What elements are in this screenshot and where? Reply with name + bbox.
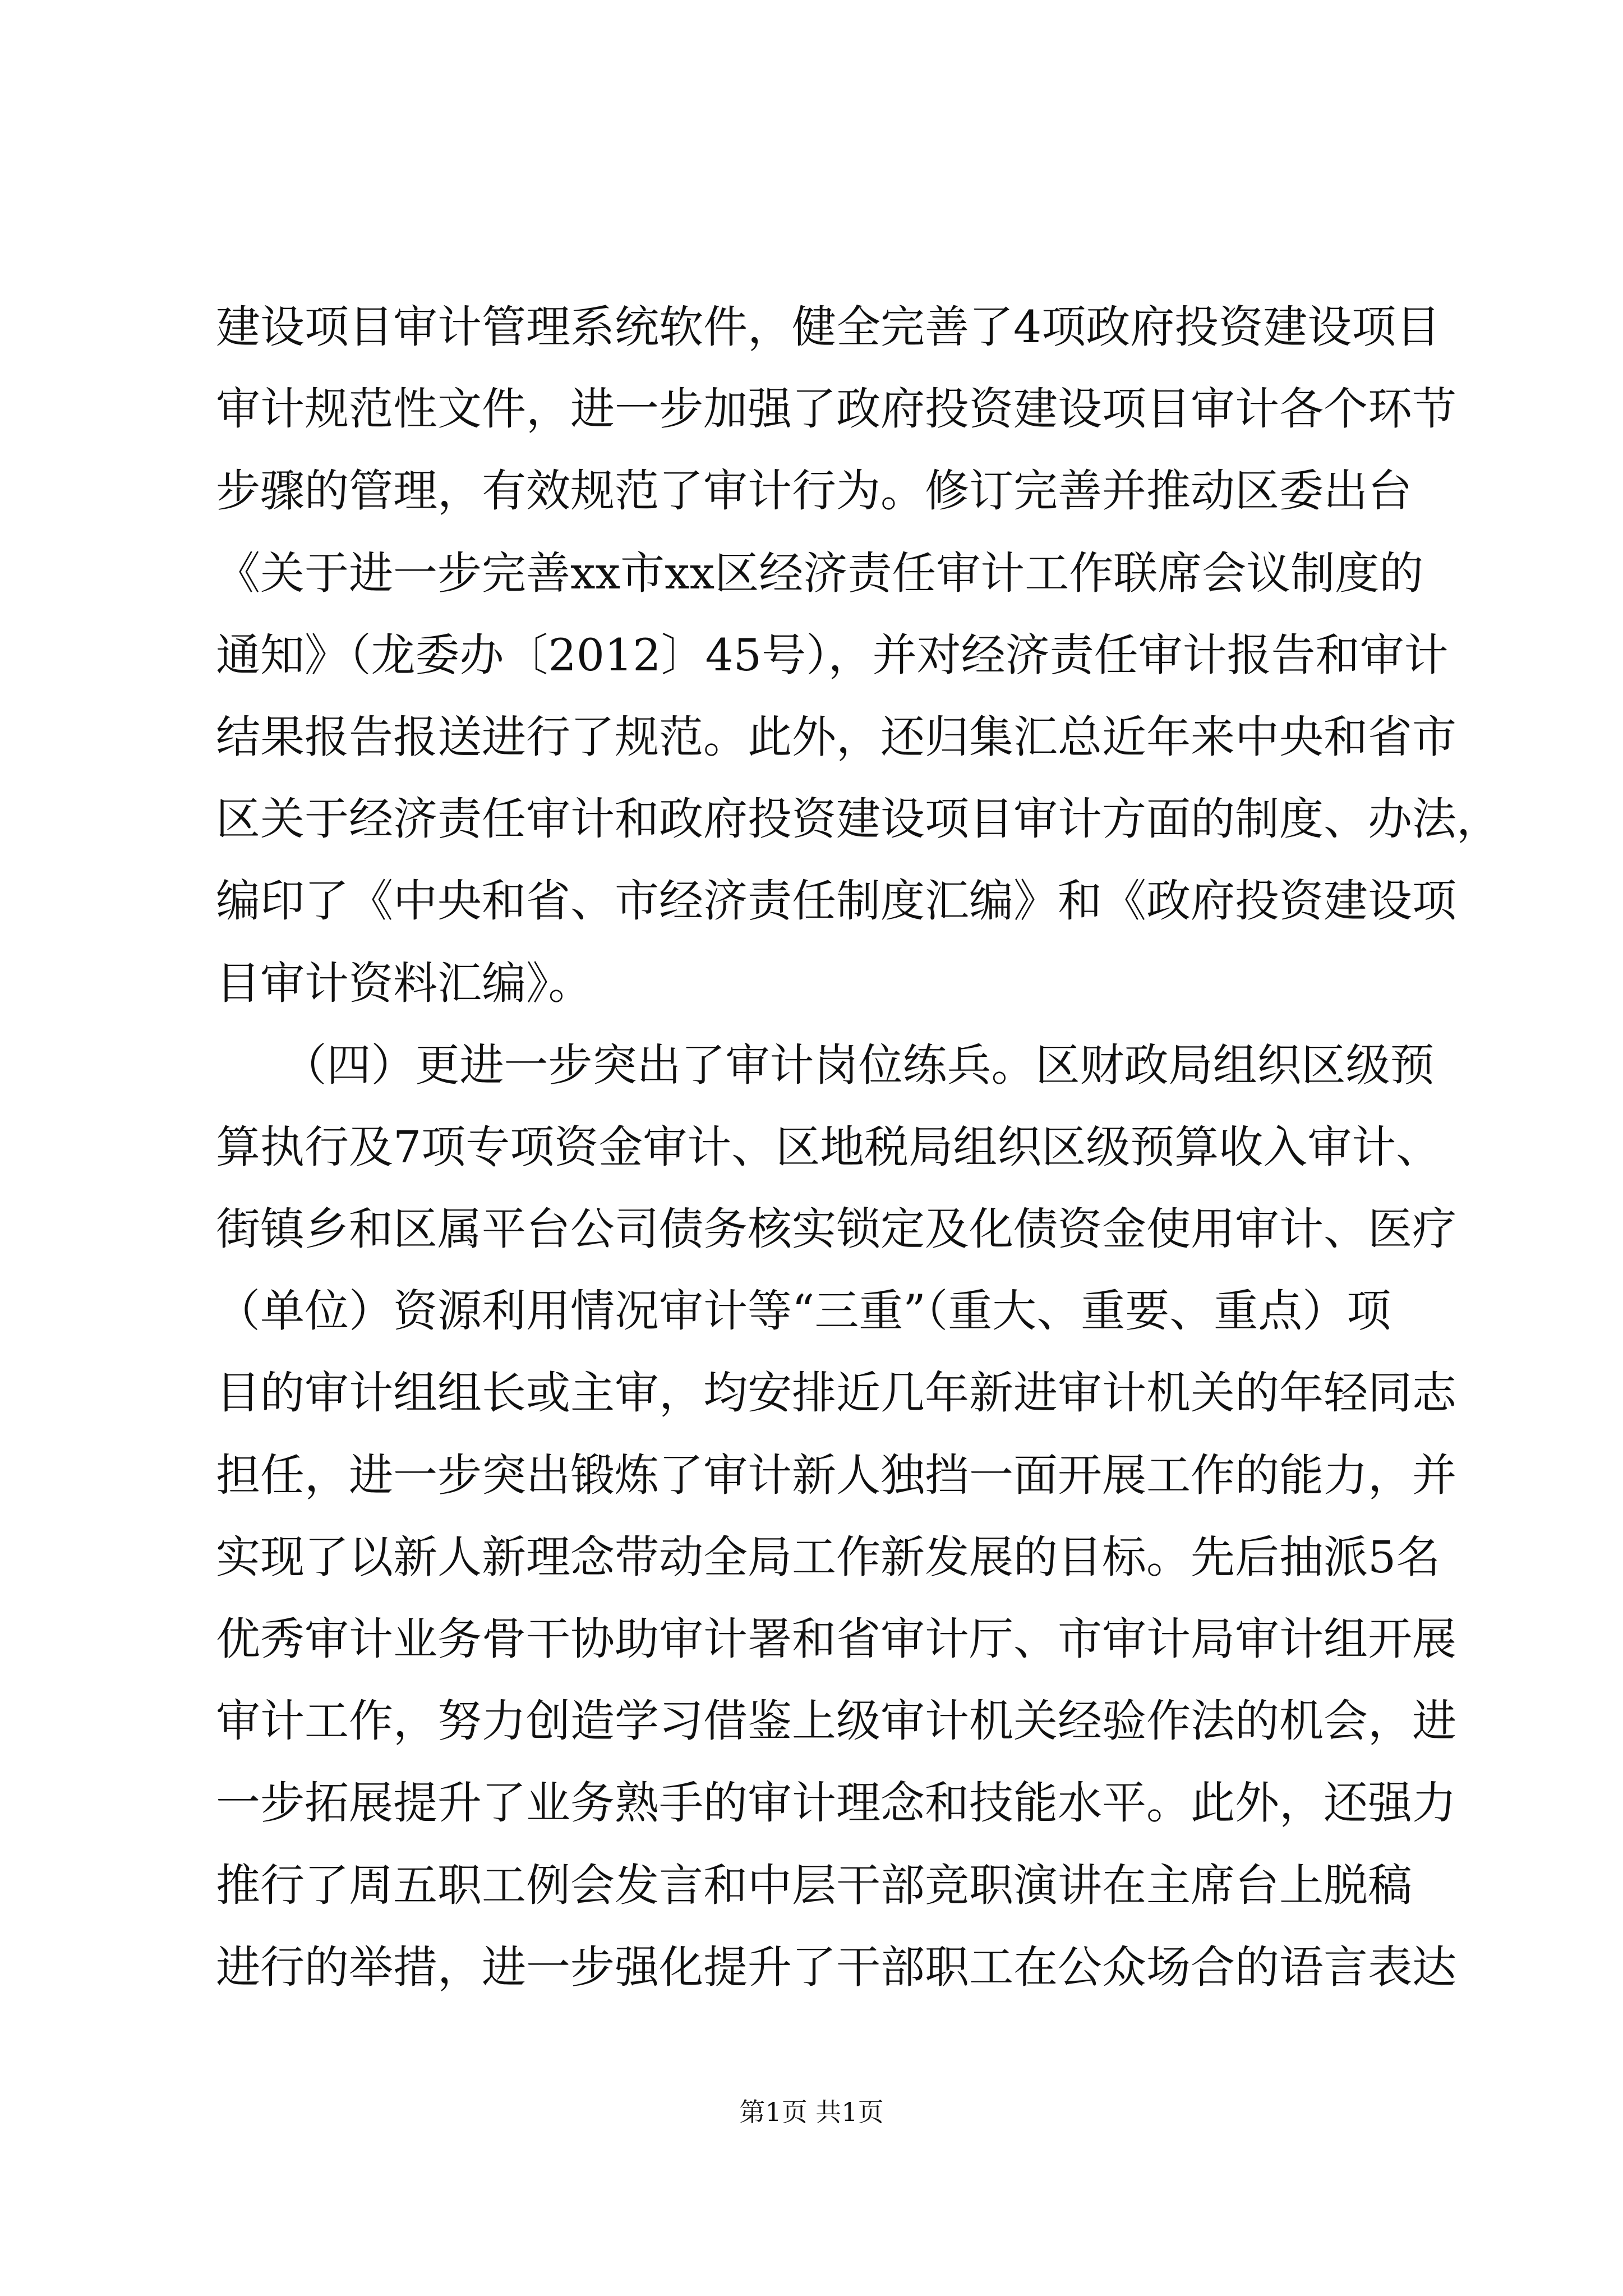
text-line: 审计工作，努力创造学习借鉴上级审计机关经验作法的机会，进 [216, 1695, 1456, 1747]
text-line: 担任，进一步突出锻炼了审计新人独挡一面开展工作的能力，并 [216, 1449, 1456, 1501]
text-line: 优秀审计业务骨干协助审计署和省审计厅、市审计局审计组开展 [216, 1613, 1456, 1665]
page-footer: 第1页 共1页 [739, 2097, 884, 2127]
text-line: 目的审计组组长或主审，均安排近几年新进审计机关的年轻同志 [216, 1367, 1456, 1419]
text-line: 通知》（龙委办〔2012〕45号），并对经济责任审计报告和审计 [216, 629, 1449, 681]
text-line: （单位）资源利用情况审计等“三重”（重大、重要、重点）项 [216, 1285, 1391, 1337]
text-line: 结果报告报送进行了规范。此外，还归集汇总近年来中央和省市 [216, 711, 1456, 763]
text-line: 《关于进一步完善xx市xx区经济责任审计工作联席会议制度的 [216, 547, 1424, 599]
text-line: 算执行及7项专项资金审计、区地税局组织区级预算收入审计、 [216, 1121, 1441, 1173]
text-line: 街镇乡和区属平台公司债务核实锁定及化债资金使用审计、医疗 [216, 1203, 1456, 1255]
text-line: 目审计资料汇编》。 [216, 957, 593, 1009]
text-line: 区关于经济责任审计和政府投资建设项目审计方面的制度、办法， [216, 793, 1501, 845]
text-line: （四）更进一步突出了审计岗位练兵。区财政局组织区级预 [216, 1039, 1435, 1091]
text-line: 审计规范性文件，进一步加强了政府投资建设项目审计各个环节 [216, 383, 1456, 435]
text-line: 推行了周五职工例会发言和中层干部竞职演讲在主席台上脱稿 [216, 1859, 1412, 1911]
text-line: 实现了以新人新理念带动全局工作新发展的目标。先后抽派5名 [216, 1531, 1441, 1583]
text-line: 进行的举措，进一步强化提升了干部职工在公众场合的语言表达 [216, 1941, 1456, 1993]
body-text [216, 286, 1501, 2008]
text-line: 步骤的管理，有效规范了审计行为。修订完善并推动区委出台 [216, 465, 1412, 517]
text-line: 建设项目审计管理系统软件，健全完善了4项政府投资建设项目 [216, 301, 1441, 353]
text-line: 一步拓展提升了业务熟手的审计理念和技能水平。此外，还强力 [216, 1777, 1456, 1829]
text-line: 编印了《中央和省、市经济责任制度汇编》和《政府投资建设项 [216, 875, 1456, 927]
